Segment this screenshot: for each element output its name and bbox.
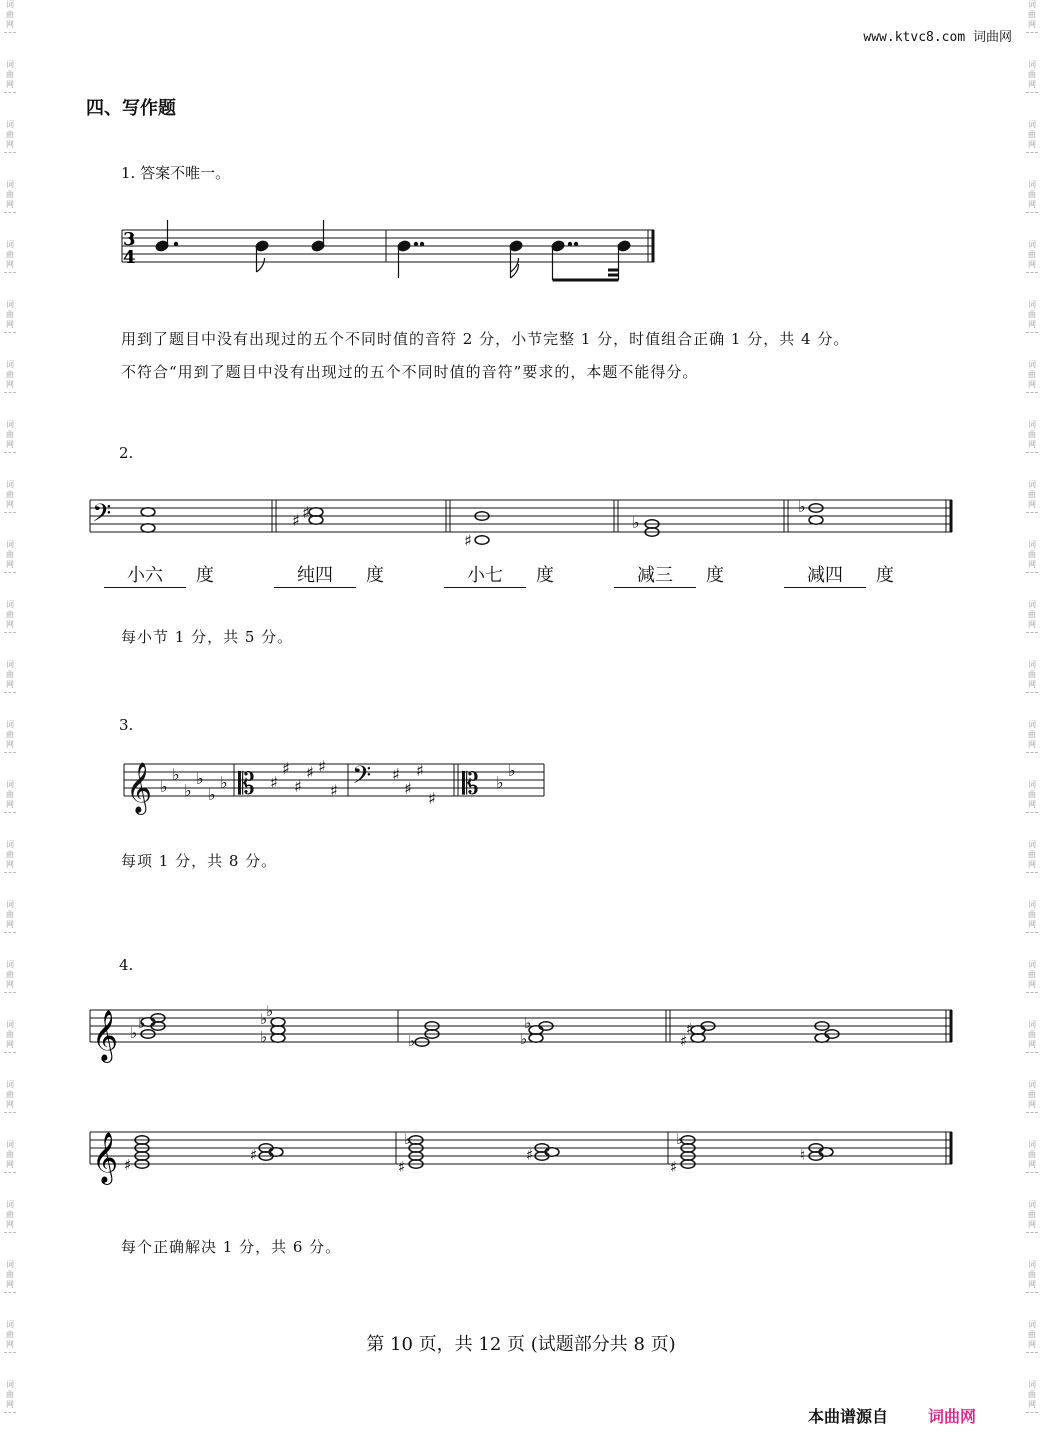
svg-text:♯: ♯ xyxy=(302,503,310,522)
side-watermark-mark: 词 曲 网 xyxy=(2,600,18,660)
svg-text:♮: ♮ xyxy=(800,1146,806,1164)
q4-chord-staff-1 xyxy=(86,998,956,1068)
side-watermark-mark: 词 曲 网 xyxy=(1024,720,1040,780)
side-watermark-mark: 词 曲 网 xyxy=(1024,360,1040,420)
side-watermark-mark: 词 曲 网 xyxy=(1024,300,1040,360)
q2-answer-5: 减四 度 xyxy=(784,561,894,588)
side-watermark-mark: 词 曲 网 xyxy=(1024,1080,1040,1140)
q3-number: 3. xyxy=(119,716,134,734)
q2-answer-4: 减三 度 xyxy=(614,561,724,588)
svg-text:♯: ♯ xyxy=(250,1146,258,1164)
side-watermark-mark: 词 曲 网 xyxy=(1024,60,1040,120)
q2-answer-row xyxy=(100,561,960,591)
side-watermark-mark: 词 曲 网 xyxy=(2,900,18,960)
side-watermark-mark: 词 曲 网 xyxy=(1024,0,1040,60)
side-watermark-mark: 词 曲 网 xyxy=(2,420,18,480)
tenor-clef: 𝄡 xyxy=(462,767,479,802)
svg-text:♯: ♯ xyxy=(464,531,472,550)
svg-text:♯: ♯ xyxy=(680,1032,688,1050)
side-watermark-mark: 词 曲 网 xyxy=(2,840,18,900)
side-watermark-mark: 词 曲 网 xyxy=(1024,180,1040,240)
side-watermark-mark: 词 曲 网 xyxy=(2,1140,18,1200)
svg-text:♯: ♯ xyxy=(686,1020,694,1038)
q1-rule-note: 不符合“用到了题目中没有出现过的五个不同时值的音符”要求的，本题不能得分。 xyxy=(121,363,699,381)
side-watermark-mark: 词 曲 网 xyxy=(2,540,18,600)
svg-text:♭: ♭ xyxy=(408,1032,416,1050)
svg-text:♭: ♭ xyxy=(496,773,504,792)
svg-text:♯: ♯ xyxy=(404,779,412,798)
q1-number: 1. xyxy=(121,164,136,182)
svg-text:♯: ♯ xyxy=(292,511,300,530)
q1-text: 答案不唯一。 xyxy=(140,164,231,182)
alto-clef: 𝄡 xyxy=(238,767,255,802)
q3-scoring-note: 每项 1 分，共 8 分。 xyxy=(121,852,278,870)
svg-text:♭: ♭ xyxy=(676,1130,684,1148)
side-watermark-mark: 词 曲 网 xyxy=(2,240,18,300)
q2-answer-3: 小七 度 xyxy=(444,561,554,588)
side-watermark-mark: 词 曲 网 xyxy=(1024,900,1040,960)
source-brand[interactable]: 词曲网 xyxy=(928,1407,977,1426)
page-footer: 第 10 页，共 12 页 (试题部分共 8 页) xyxy=(366,1334,676,1355)
side-watermark-mark: 词 曲 网 xyxy=(2,1380,18,1440)
svg-text:♯: ♯ xyxy=(398,1158,406,1176)
svg-text:♭: ♭ xyxy=(524,1014,532,1032)
side-watermark-mark: 词 曲 网 xyxy=(2,1020,18,1080)
site-url[interactable]: www.ktvc8.com xyxy=(863,30,966,45)
q1-scoring-note: 用到了题目中没有出现过的五个不同时值的音符 2 分，小节完整 1 分，时值组合正确 1 分，共 4 分。 xyxy=(121,330,850,348)
side-watermark-mark: 词 曲 网 xyxy=(2,300,18,360)
side-watermark-mark: 词 曲 网 xyxy=(1024,540,1040,600)
q2-answer-1: 小六 度 xyxy=(104,561,214,588)
site-header[interactable] xyxy=(863,26,1012,45)
side-watermark-mark: 词 曲 网 xyxy=(1024,420,1040,480)
side-watermark-mark: 词 曲 网 xyxy=(2,960,18,1020)
time-sig-top: 3 xyxy=(123,229,136,250)
side-watermark-mark: 词 曲 网 xyxy=(2,1080,18,1140)
svg-text:♭: ♭ xyxy=(184,781,192,800)
svg-text:♯: ♯ xyxy=(428,789,436,808)
side-watermark-mark: 词 曲 网 xyxy=(1024,1380,1040,1440)
svg-text:♭: ♭ xyxy=(130,1024,138,1042)
q4-number: 4. xyxy=(119,956,134,974)
side-watermark-mark: 词 曲 网 xyxy=(1024,120,1040,180)
svg-text:♯: ♯ xyxy=(282,759,290,778)
svg-text:♭: ♭ xyxy=(160,777,168,796)
side-watermark-mark: 词 曲 网 xyxy=(1024,1200,1040,1260)
site-name: 词曲网 xyxy=(972,30,1012,45)
side-watermark-mark: 词 曲 网 xyxy=(2,180,18,240)
svg-text:♭: ♭ xyxy=(798,497,806,516)
q4-chord-staff-2 xyxy=(86,1120,956,1190)
bass-clef: 𝄢 xyxy=(92,499,112,534)
svg-text:♭: ♭ xyxy=(632,513,640,532)
side-watermark-mark: 词 曲 网 xyxy=(1024,660,1040,720)
side-watermark-mark: 词 曲 网 xyxy=(1024,240,1040,300)
side-watermark-mark: 词 曲 网 xyxy=(2,60,18,120)
svg-text:♯: ♯ xyxy=(330,781,338,800)
svg-text:♭: ♭ xyxy=(220,773,228,792)
time-sig-bottom: 4 xyxy=(123,247,136,268)
side-watermark-mark: 词 曲 网 xyxy=(1024,840,1040,900)
bass-clef-2: 𝄢 xyxy=(352,761,372,796)
svg-text:♭: ♭ xyxy=(260,1028,268,1046)
side-watermark-mark: 词 曲 网 xyxy=(1024,1140,1040,1200)
side-watermark-mark: 词 曲 网 xyxy=(2,0,18,60)
q2-interval-staff xyxy=(86,490,956,560)
right-watermark-strip xyxy=(1024,0,1040,1453)
svg-text:♭: ♭ xyxy=(196,769,204,788)
side-watermark-mark: 词 曲 网 xyxy=(1024,780,1040,840)
side-watermark-mark: 词 曲 网 xyxy=(1024,480,1040,540)
side-watermark-mark: 词 曲 网 xyxy=(2,780,18,840)
side-watermark-mark: 词 曲 网 xyxy=(2,360,18,420)
svg-text:♭: ♭ xyxy=(508,761,516,780)
q1-rhythm-staff xyxy=(118,220,658,290)
side-watermark-mark: 词 曲 网 xyxy=(1024,1320,1040,1380)
side-watermark-mark: 词 曲 网 xyxy=(1024,960,1040,1020)
q2-answer-2: 纯四 度 xyxy=(274,561,384,588)
source-label: 本曲谱源自 xyxy=(808,1407,889,1426)
svg-text:♭: ♭ xyxy=(404,1130,412,1148)
q1-heading xyxy=(121,162,230,183)
side-watermark-mark: 词 曲 网 xyxy=(2,720,18,780)
svg-text:♯: ♯ xyxy=(526,1146,534,1164)
side-watermark-mark: 词 曲 网 xyxy=(1024,1020,1040,1080)
q2-number: 2. xyxy=(119,444,134,462)
treble-clef: 𝄞 xyxy=(126,762,153,813)
svg-text:♯: ♯ xyxy=(318,757,326,776)
svg-text:♯: ♯ xyxy=(124,1156,132,1174)
svg-text:♯: ♯ xyxy=(306,763,314,782)
source-credit[interactable] xyxy=(808,1404,976,1427)
svg-text:♭: ♭ xyxy=(520,1030,528,1048)
svg-text:♯: ♯ xyxy=(392,765,400,784)
q2-scoring-note: 每小节 1 分，共 5 分。 xyxy=(121,628,294,646)
side-watermark-mark: 词 曲 网 xyxy=(1024,600,1040,660)
side-watermark-mark: 词 曲 网 xyxy=(2,1200,18,1260)
svg-text:♯: ♯ xyxy=(670,1158,678,1176)
svg-text:♯: ♯ xyxy=(294,777,302,796)
svg-text:♭: ♭ xyxy=(138,1014,146,1032)
side-watermark-mark: 词 曲 网 xyxy=(2,120,18,180)
side-watermark-mark: 词 曲 网 xyxy=(2,660,18,720)
svg-text:♭: ♭ xyxy=(208,785,216,804)
q4-scoring-note: 每个正确解决 1 分，共 6 分。 xyxy=(121,1238,342,1256)
treble-clef-q4a: 𝄞 xyxy=(92,1010,119,1061)
svg-text:♭: ♭ xyxy=(260,1010,268,1028)
svg-text:♯: ♯ xyxy=(416,761,424,780)
left-watermark-strip xyxy=(2,0,18,1453)
svg-text:♯: ♯ xyxy=(270,773,278,792)
side-watermark-mark: 词 曲 网 xyxy=(1024,1260,1040,1320)
svg-text:♭: ♭ xyxy=(172,765,180,784)
treble-clef-q4b: 𝄞 xyxy=(92,1132,119,1183)
svg-text:♭: ♭ xyxy=(266,1002,274,1020)
side-watermark-mark: 词 曲 网 xyxy=(2,1320,18,1380)
side-watermark-mark: 词 曲 网 xyxy=(2,1260,18,1320)
section-title: 四、写作题 xyxy=(86,98,176,119)
side-watermark-mark: 词 曲 网 xyxy=(2,480,18,540)
q3-keysig-staff xyxy=(120,750,550,820)
